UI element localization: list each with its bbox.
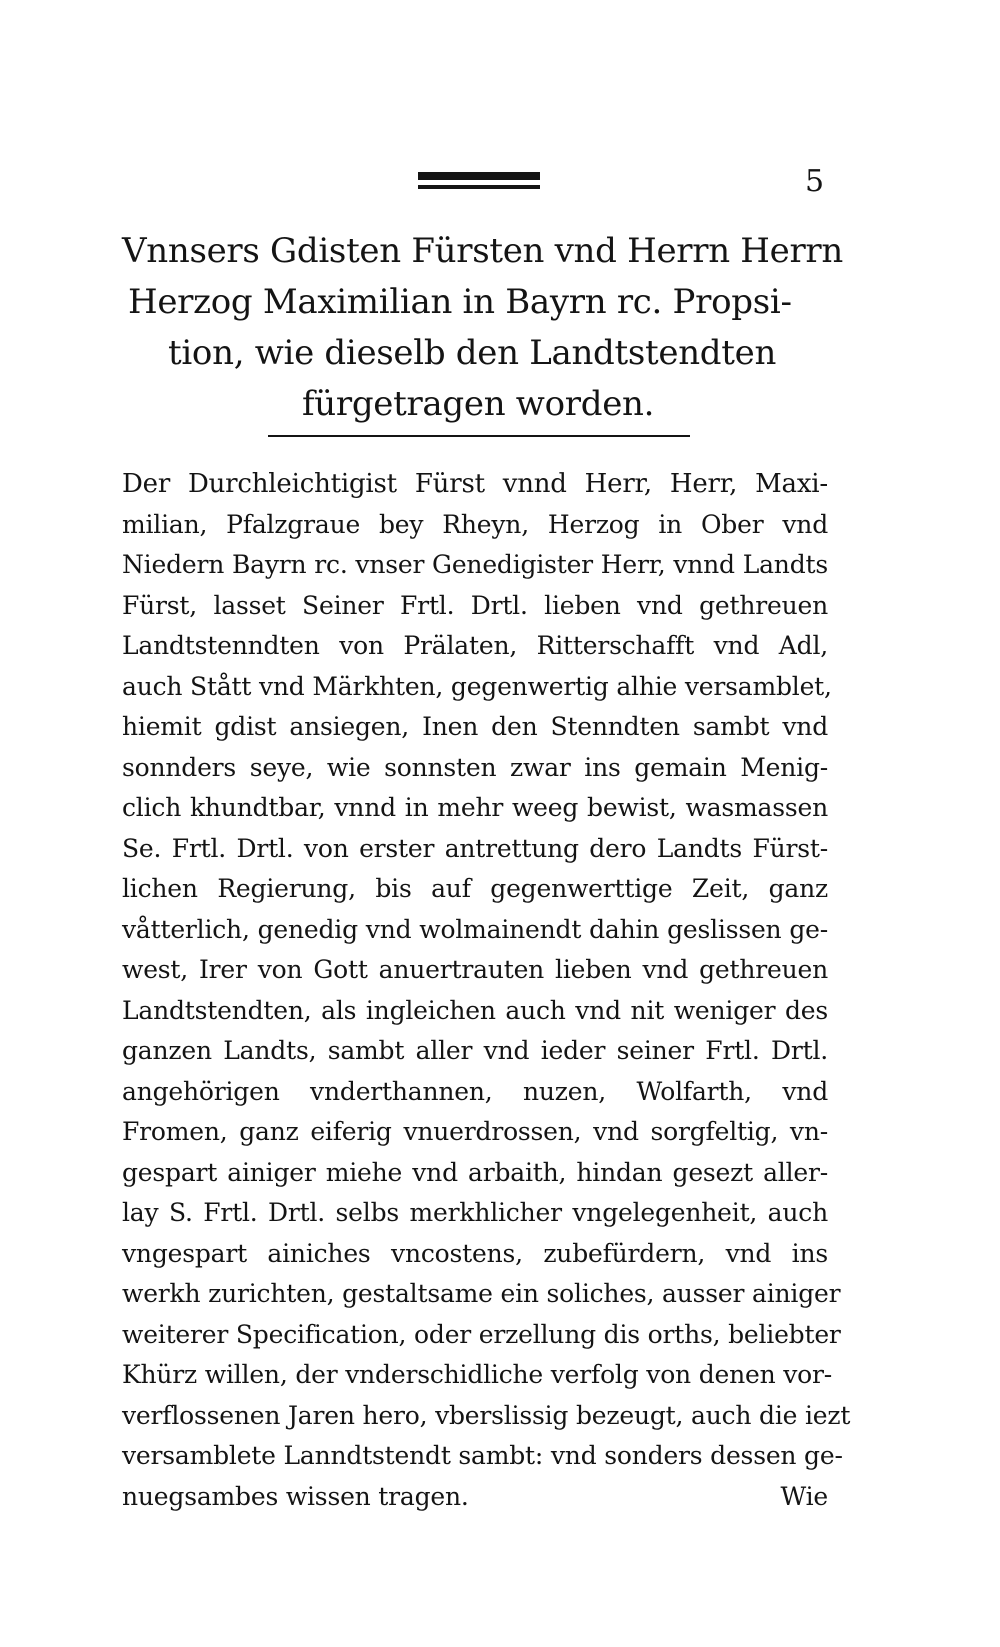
body-line: verflossenen Jaren hero, vberslissig bezeugt, auch die iezt <box>122 1400 851 1430</box>
body-line: lichen Regierung, bis auf gegenwerttige Zeit, ganz <box>122 874 828 903</box>
body-line: Der Durchleichtigist Fürst vnnd Herr, Herr, Maxi- <box>122 469 828 499</box>
body-line: Fürst, lasset Seiner Frtl. Drtl. lieben vnd gethreuen <box>122 590 828 620</box>
body-line: Landtstenndten von Prälaten, Ritterschafft vnd Adl, <box>122 631 828 660</box>
title-line: Vnnsers Gdisten Fürsten vnd Herrn Herrn <box>122 231 843 271</box>
ornament-bar-thin <box>418 185 540 189</box>
body-line: våtterlich, genedig vnd wolmainendt dahin geslissen ge- <box>122 914 828 944</box>
body-line: sonnders seye, wie sonnsten zwar ins gemain Menig- <box>122 752 828 782</box>
catchword: Wie <box>780 1481 828 1511</box>
body-line: lay S. Frtl. Drtl. selbs merkhlicher vngelegenheit, auch <box>122 1198 828 1227</box>
body-line: Se. Frtl. Drtl. von erster antrettung dero Landts Fürst- <box>122 833 828 863</box>
title-line: fürgetragen worden. <box>302 384 655 424</box>
body-line: werkh zurichten, gestaltsame ein soliches, ausser ainiger <box>122 1279 841 1308</box>
body-line: hiemit gdist ansiegen, Inen den Stenndten sambt vnd <box>122 712 828 741</box>
body-line: weiterer Specification, oder erzellung dis orths, beliebter <box>122 1319 841 1349</box>
body-line: angehörigen vnderthannen, nuzen, Wolfarth, vnd <box>122 1076 828 1106</box>
body-line: west, Irer von Gott anuertrauten lieben vnd gethreuen <box>122 955 828 984</box>
body-line: milian, Pfalzgraue bey Rheyn, Herzog in Ober vnd <box>122 509 828 539</box>
body-last-line <box>122 1477 828 1518</box>
page-title <box>122 226 843 430</box>
title-line: Herzog Maximilian in Bayrn rc. Propsi- <box>128 282 792 322</box>
body-line: Landtstendten, als ingleichen auch vnd nit weniger des <box>122 995 828 1025</box>
body-line: ganzen Landts, sambt aller vnd ieder seiner Frtl. Drtl. <box>122 1036 828 1065</box>
ornament-bar-thick <box>418 172 540 180</box>
body-line: clich khundtbar, vnnd in mehr weeg bewist, wasmassen <box>122 793 828 822</box>
body-line: Fromen, ganz eiferig vnuerdrossen, vnd sorgfeltig, vn- <box>122 1117 828 1146</box>
body-line: vngespart ainiches vncostens, zubefürdern, vnd ins <box>122 1238 828 1268</box>
body-line: versamblete Lanndtstendt sambt: vnd sonders dessen ge- <box>122 1441 843 1470</box>
body-line: Khürz willen, der vnderschidliche verfolg von denen vor- <box>122 1360 833 1389</box>
header-ornament <box>418 172 540 194</box>
page-number: 5 <box>805 164 825 199</box>
body-text <box>122 464 851 1517</box>
body-line-final-text: nuegsambes wissen tragen. <box>122 1481 469 1511</box>
title-line: tion, wie dieselb den Landtstendten <box>168 333 777 373</box>
body-line: auch Stått vnd Märkhten, gegenwertig alhie versamblet, <box>122 671 832 701</box>
body-line: gespart ainiger miehe vnd arbaith, hindan gesezt aller- <box>122 1157 828 1187</box>
body-line: Niedern Bayrn rc. vnser Genedigister Herr, vnnd Landts <box>122 550 828 579</box>
title-divider <box>268 435 690 437</box>
